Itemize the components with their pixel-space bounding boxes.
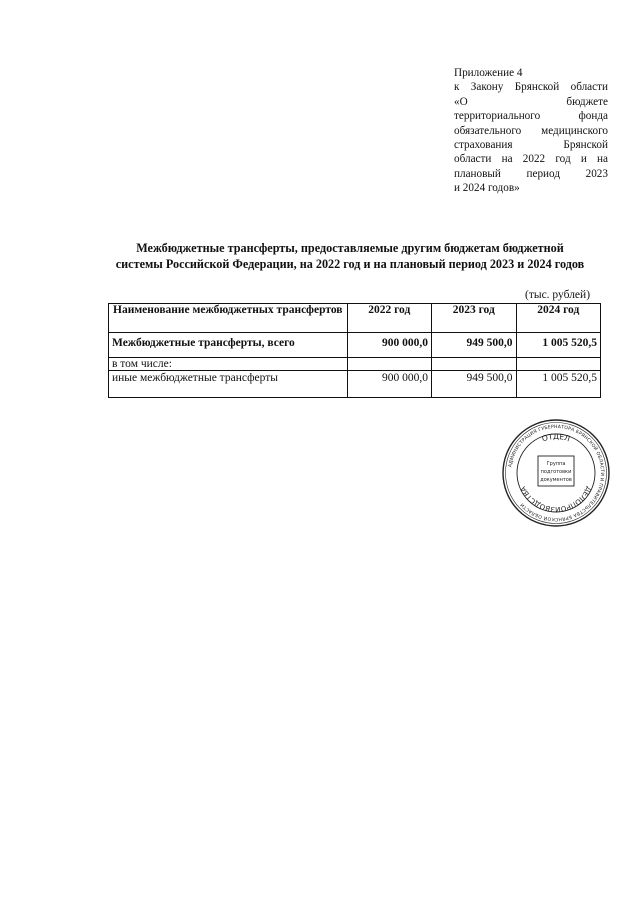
units-label: (тыс. рублей): [525, 289, 591, 301]
appendix-line: обязательного медицинского: [454, 124, 608, 137]
value-2024: 1 005 520,5: [516, 333, 601, 358]
title-line-2: системы Российской Федерации, на 2022 год и на плановый период 2023 и 2024 годов: [115, 257, 585, 271]
table-row: [109, 371, 601, 398]
table-row: [109, 358, 601, 371]
stamp-dept-line-2: ДЕЛОПРОИЗВОДСТВА: [519, 485, 593, 514]
header-2022: 2022 год: [347, 304, 431, 333]
appendix-line: «О бюджете: [454, 95, 608, 108]
stamp-box-line: документов: [540, 477, 572, 483]
stamp-box-line: подготовки: [540, 469, 572, 475]
row-name: Межбюджетные трансферты, всего: [109, 333, 348, 358]
appendix-line: Приложение 4: [454, 67, 523, 79]
document-title: [90, 240, 610, 272]
appendix-line: к Закону Брянской области: [454, 81, 608, 94]
row-name: в том числе:: [109, 358, 348, 371]
header-2024: 2024 год: [516, 304, 601, 333]
value-2024: [516, 358, 601, 371]
row-name: иные межбюджетные трансферты: [109, 371, 348, 398]
appendix-line: страхования Брянской: [454, 139, 608, 152]
value-2024: 1 005 520,5: [516, 371, 601, 398]
appendix-line: территориального фонда: [454, 110, 608, 123]
value-2023: 949 500,0: [432, 371, 516, 398]
title-line-1: Межбюджетные трансферты, предоставляемые другим бюджетам бюджетной: [136, 241, 564, 255]
appendix-line: и 2024 годов»: [454, 182, 520, 195]
department-stamp: [496, 418, 616, 528]
header-2023: 2023 год: [432, 304, 516, 333]
value-2022: 900 000,0: [347, 333, 431, 358]
table-header-row: [109, 304, 601, 333]
stamp-ring-text: АДМИНИСТРАЦИЯ ГУБЕРНАТОРА БРЯНСКОЙ ОБЛАСТИ И ПРАВИТЕЛЬСТВА БРЯНСКОЙ ОБЛАСТИ: [508, 424, 605, 522]
appendix-note: [454, 66, 608, 196]
stamp-box-line: Группа: [546, 461, 566, 467]
stamp-dept-line-1: ОТДЕЛ: [540, 431, 572, 444]
table-row: [109, 333, 601, 358]
value-2022: 900 000,0: [347, 371, 431, 398]
header-name: Наименование межбюджетных трансфертов: [109, 304, 348, 333]
value-2022: [347, 358, 431, 371]
appendix-line: плановый период 2023: [454, 167, 608, 180]
appendix-line: области на 2022 год и на: [454, 153, 608, 166]
transfers-table: [108, 303, 601, 398]
value-2023: 949 500,0: [432, 333, 516, 358]
value-2023: [432, 358, 516, 371]
